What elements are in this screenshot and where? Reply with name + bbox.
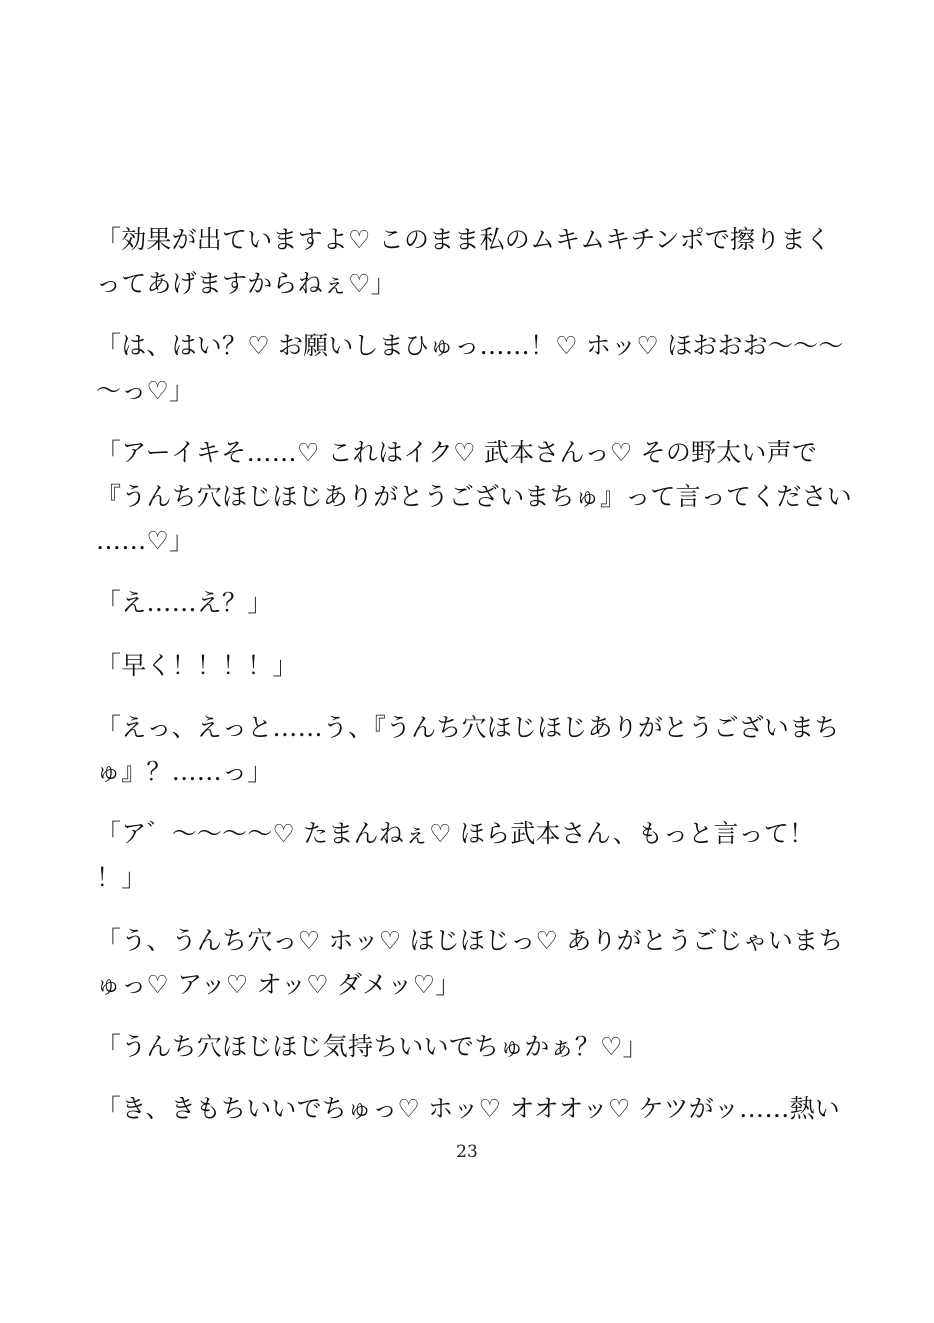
text-line: 「アーイキそ……♡ これはイク♡ 武本さんっ♡ その野太い声で xyxy=(96,438,818,467)
text-line: ゅっ♡ アッ♡ オッ♡ ダメッ♡」 xyxy=(96,970,461,999)
text-line: 「は、はい？♡ お願いしまひゅっ……！♡ ホッ♡ ほおおお〜〜〜 xyxy=(96,331,844,360)
text-line: ！」 xyxy=(96,863,147,892)
text-line: ……♡」 xyxy=(96,526,195,555)
text-line: 「効果が出ていますよ♡ このまま私のムキムキチンポで擦りまく xyxy=(96,225,831,254)
page-number: 23 xyxy=(456,1142,478,1162)
text-line: 「う、うんち穴っ♡ ホッ♡ ほじほじっ♡ ありがとうごじゃいまち xyxy=(96,926,844,955)
text-line: 『うんち穴ほじほじありがとうございまちゅ』って言ってください xyxy=(96,482,853,511)
text-line: 「うんち穴ほじほじ気持ちいいでちゅかぁ？♡」 xyxy=(96,1032,648,1061)
text-line: 「えっ、えっと……う、『うんち穴ほじほじありがとうございまち xyxy=(96,713,840,742)
text-line: 「き、きもちいいでちゅっ♡ ホッ♡ オオオッ♡ ケツがッ……熱い xyxy=(96,1094,840,1123)
text-line: 「ア゛〜〜〜〜♡ たまんねぇ♡ ほら武本さん、もっと言って！ xyxy=(96,819,815,848)
text-line: ってあげますからねぇ♡」 xyxy=(96,269,396,298)
text-line: 「え……え？」 xyxy=(96,588,273,617)
text-line: 「早く！！！！」 xyxy=(96,651,298,680)
text-line: ゅ』？……っ」 xyxy=(96,757,273,786)
text-line: 〜っ♡」 xyxy=(96,376,195,405)
